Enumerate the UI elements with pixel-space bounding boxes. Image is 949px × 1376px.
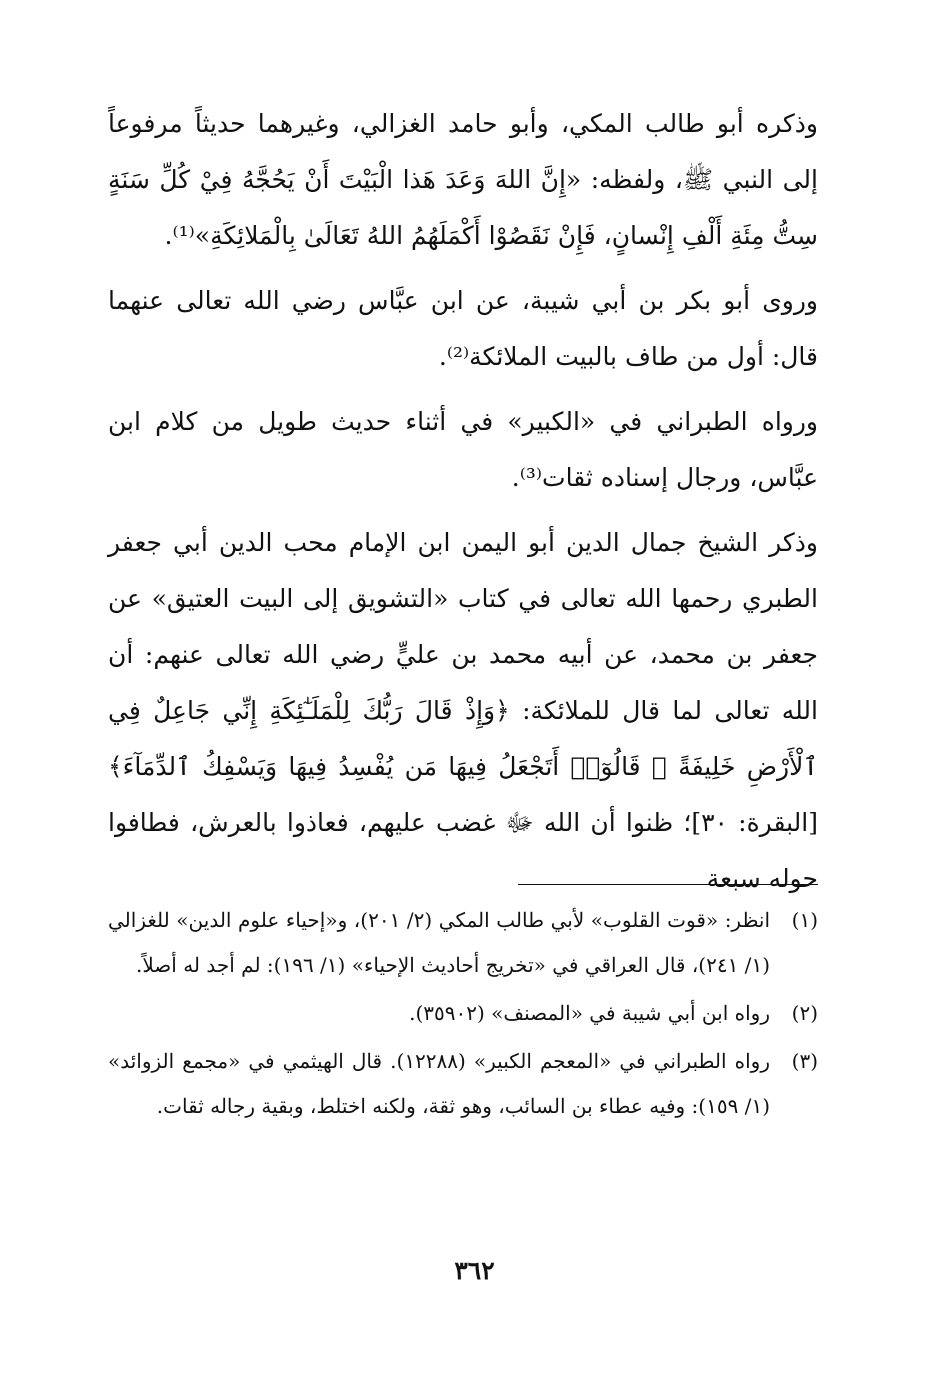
footnote-3 xyxy=(108,1039,818,1129)
paragraph-2: وروى أبو بكر بن أبي شيبة، عن ابن عبَّاس رضي الله تعالى عنهما قال: أول من طاف بالبيت الملائكة⁽²⁾. xyxy=(108,286,818,371)
footnote-number: (٣) xyxy=(791,1049,818,1073)
footnote-number: (٢) xyxy=(791,1001,818,1025)
paragraph-1: وذكره أبو طالب المكي، وأبو حامد الغزالي، وغيرهما حديثاً مرفوعاً إلى النبي ﷺ، ولفظه: «إِنَّ اللهَ وَعَدَ هَذا الْبَيْتَ أَنْ يَحُجَّهُ فِيْ كُلِّ سَنَةٍ سِتُّ مِئَةِ أَلْفِ إِنْسانٍ، فَإِنْ نَقَصُوْا أَكْمَلَهُمُ اللهُ تَعَالَىٰ بِالْمَلائِكَةِ»⁽¹⁾. xyxy=(108,109,818,250)
paragraph-3: ورواه الطبراني في «الكبير» في أثناء حديث طويل من كلام ابن عبَّاس، ورجال إسناده ثقات⁽³⁾. xyxy=(108,407,818,492)
paragraph-4: وذكر الشيخ جمال الدين أبو اليمن ابن الإمام محب الدين أبي جعفر الطبري رحمها الله تعالى في كتاب «التشويق إلى البيت العتيق» عن جعفر بن محمد، عن أبيه محمد بن عليٍّ رضي الله تعالى عنهم: أن الله تعالى لما قال للملائكة: ﴿وَإِذْ قَالَ رَبُّكَ لِلْمَلَـٰٓئِكَةِ إِنِّي جَاعِلٌ فِي ٱلْأَرْضِ خَلِيفَةً ۖ قَالُوٓا۟ أَتَجْعَلُ فِيهَا مَن يُفْسِدُ فِيهَا وَيَسْفِكُ ٱلدِّمَآءَ﴾[البقرة: ٣٠]؛ ظنوا أن الله ﷻ غضب عليهم، فعاذوا بالعرش، فطافوا حوله سبعة xyxy=(108,528,818,893)
footnote-1 xyxy=(108,898,818,988)
main-text xyxy=(108,96,818,916)
footnote-text: انظر: «قوت القلوب» لأبي طالب المكي (٢/ ٢٠١)، و«إحياء علوم الدين» للغزالي (١/ ٢٤١)، قال العراقي في «تخريج أحاديث الإحياء» (١/ ١٩٦): لم أجد له أصلاً. xyxy=(108,908,771,977)
footnote-text: رواه الطبراني في «المعجم الكبير» (١٢٢٨٨). قال الهيثمي في «مجمع الزوائد» (١/ ١٥٩): وفيه عطاء بن السائب، وهو ثقة، ولكنه اختلط، وبقية رجاله ثقات. xyxy=(108,1049,770,1118)
footnotes xyxy=(108,898,818,1132)
footnote-divider xyxy=(518,884,818,885)
footnote-number: (١) xyxy=(791,908,818,932)
page-number: ٣٦٢ xyxy=(454,1256,495,1285)
footnote-2 xyxy=(108,991,818,1036)
footnote-text: رواه ابن أبي شيبة في «المصنف» (٣٥٩٠٢). xyxy=(409,1001,770,1025)
